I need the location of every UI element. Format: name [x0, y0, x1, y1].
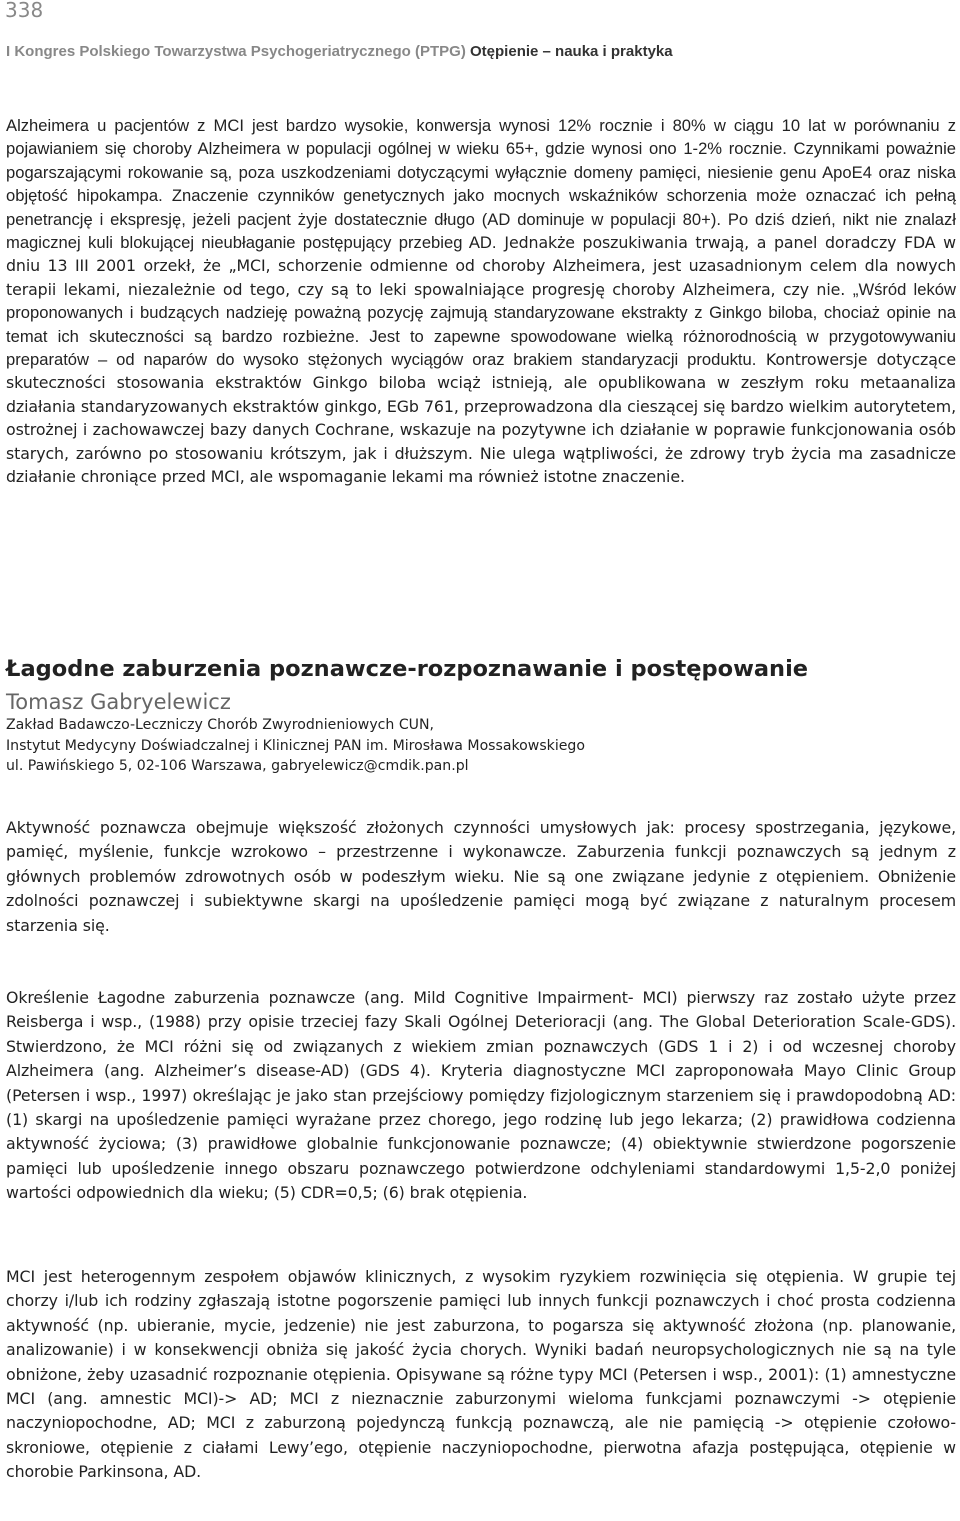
continuation-mono-1: Jednakże poszukiwania trwają, a panel doradczy FDA w dniu 13 III 2001 orzekł, że „MCI, schorzenie odmienne od choroby Alzheimera, jest uzasadnionym celem dla nowych terapii lekami, niezależnie od tego, czy są to leki spowalniające progresję choroby Alzheimera, czy nie.	[6, 233, 956, 299]
affiliation-line: Instytut Medycyny Doświadczalnej i Klinicznej PAN im. Mirosława Mossakowskiego	[6, 737, 585, 754]
continuation-sans-1: Alzheimera u pacjentów z MCI jest bardzo wysokie, konwersja wynosi 12% rocznie i 80% w ciągu 10 lat w porównaniu z pojawianiem się choroby Alzheimera w populacji ogólnej w wieku 65+, gdzie wynosi ono 1-2% rocznie. Czynnikami poważnie pogarszającymi rokowanie są, poza uszkodzeniami dotyczącymi wyłącznie domeny pamięci, niesienie genu ApoE4 oraz niska objętość hipokampa. Znaczenie czynników genetycznych jako mocnych wskaźników schorzenia może oznaczać ich pełną penetrancję i ekspresję, jeżeli pacjent żyje dostatecznie długo (AD dominuje w populacji 80+). Po dziś dzień, nikt nie znalazł magicznej kuli blokującej nieubłaganie postępujący przebieg AD.	[6, 116, 956, 253]
author-name: Tomasz Gabryelewicz	[6, 690, 231, 714]
affiliation-line: Zakład Badawczo-Leczniczy Chorób Zwyrodnieniowych CUN,	[6, 717, 434, 733]
continuation-mono-2: Kontrowersje dotyczące skuteczności stosowania ekstraktów Ginkgo biloba wciąż istnieją, ale opublikowana w zeszłym roku metaanaliza działania standaryzowanych ekstraktów ginkgo, EGb 761, przeprowadzona dla cieszącej się bardzo wielkim autorytetem, ostrożnej i zachowawczej bazy danych Cochrane, wskazuje na pozytywne ich działanie w poprawie funkcjonowania osób starych, zarówno po stosowaniu krótszym, jak i dłuższym. Nie ulega wątpliwości, że zdrowy tryb życia ma zasadnicze działanie chroniące przed MCI, ale wspomaganie lekami ma również istotne znaczenie.	[6, 350, 957, 487]
paragraph-intro: Aktywność poznawcza obejmuje większość złożonych czynności umysłowych jak: procesy spostrzegania, językowe, pamięć, myślenie, funkcje wzrokowo – przestrzenne i wykonawcze. Zaburzenia funkcji poznawczych są jednym z głównych problemów zdrowotnych osób w podeszłym wieku. Nie są one związane jedynie z otępieniem. Obniżenie zdolności poznawczej i subiektywne skargi na upośledzenie pamięci mogą być związane z naturalnym procesem starzenia się.	[6, 818, 956, 935]
affiliation	[6, 715, 585, 777]
section-title: Łagodne zaburzenia poznawcze-rozpoznawanie i postępowanie	[6, 656, 809, 682]
paragraph-definition: Określenie Łagodne zaburzenia poznawcze (ang. Mild Cognitive Impairment- MCI) pierwszy raz zostało użyte przez Reisberga i wsp., (1988) przy opisie trzeciej fazy Skali Ogólnej Deterioracji (ang. The Global Deterioration Scale-GDS). Stwierdzono, że MCI różni się od związanych z wiekiem zmian poznawczych (GDS 1 i 2) i od wczesnej choroby Alzheimera (ang. Alzheimer’s disease-AD) (GDS 4). Kryteria diagnostyczne MCI zaproponowała Mayo Clinic Group (Petersen i wsp., 1997) określając je jako stan przejściowy pomiędzy fizjologicznym starzeniem się i prawdopodobną AD: (1) skargi na upośledzenie pamięci wyrażane przez chorego, jego rodzinę lub jego lekarza; (2) prawidłowa codzienna aktywność życiowa; (3) prawidłowe globalnie funkcjonowanie poznawcze; (4) obiektywnie stwierdzone pogorszenie pamięci lub upośledzenie innego obszaru poznawczego potwierdzone odchyleniami standardowymi 1,5-2,0 poniżej wartości odpowiednich dla wieku; (5) CDR=0,5; (6) brak otępienia.	[6, 988, 956, 1203]
continuation-text	[6, 114, 956, 489]
continuation-sans-2: „Wśród leków proponowanych i budzących nadzieję poważną pozycję zajmują standaryzowane ekstrakty z Ginkgo biloba, chociaż opinie na temat ich skuteczności są bardzo rozbieżne. Jest to zapewne spowodowane wielką różnorodnością w przygotowywaniu preparatów – od naparów do wysoko stężonych wyciągów oraz brakiem standaryzacji produktu.	[6, 279, 956, 370]
running-header	[6, 42, 673, 62]
conference-title: I Kongres Polskiego Towarzystwa Psychogeriatrycznego (PTPG)	[6, 43, 466, 60]
paragraph-heterogeneity: MCI jest heterogennym zespołem objawów klinicznych, z wysokim ryzykiem rozwinięcia się otępienia. W grupie tej chorzy i/lub ich rodziny zgłaszają istotne pogorszenie pamięci lub innych funkcji poznawczych i choć prosta codzienna aktywność (np. ubieranie, mycie, jedzenie) nie jest zaburzona, to pogarsza się aktywność złożona (np. planowanie, analizowanie) i w konsekwencji obniża się jakość życia chorych. Wyniki badań neuropsychologicznych nie są na tyle obniżone, żeby uzasadnić rozpoznanie otępienia. Opisywane są różne typy MCI (Petersen i wsp., 2001): (1) amnestyczne MCI (ang. amnestic MCI)-> AD; MCI z nieznacznie zaburzonymi wieloma funkcjami poznawczymi -> otępienie naczyniopochodne, AD; MCI z zaburzoną pojedynczą funkcją poznawczą, ale nie pamięcią -> otępienie czołowo-skroniowe, otępienie z ciałami Lewy’ego, otępienie naczyniopochodne, pierwotna afazja postępująca, otępienie w chorobie Parkinsona, AD.	[6, 1267, 956, 1482]
page-number: 338	[5, 0, 44, 22]
affiliation-line: ul. Pawińskiego 5, 02-106 Warszawa, gabryelewicz@cmdik.pan.pl	[6, 758, 469, 774]
series-title: Otępienie – nauka i praktyka	[470, 43, 673, 60]
